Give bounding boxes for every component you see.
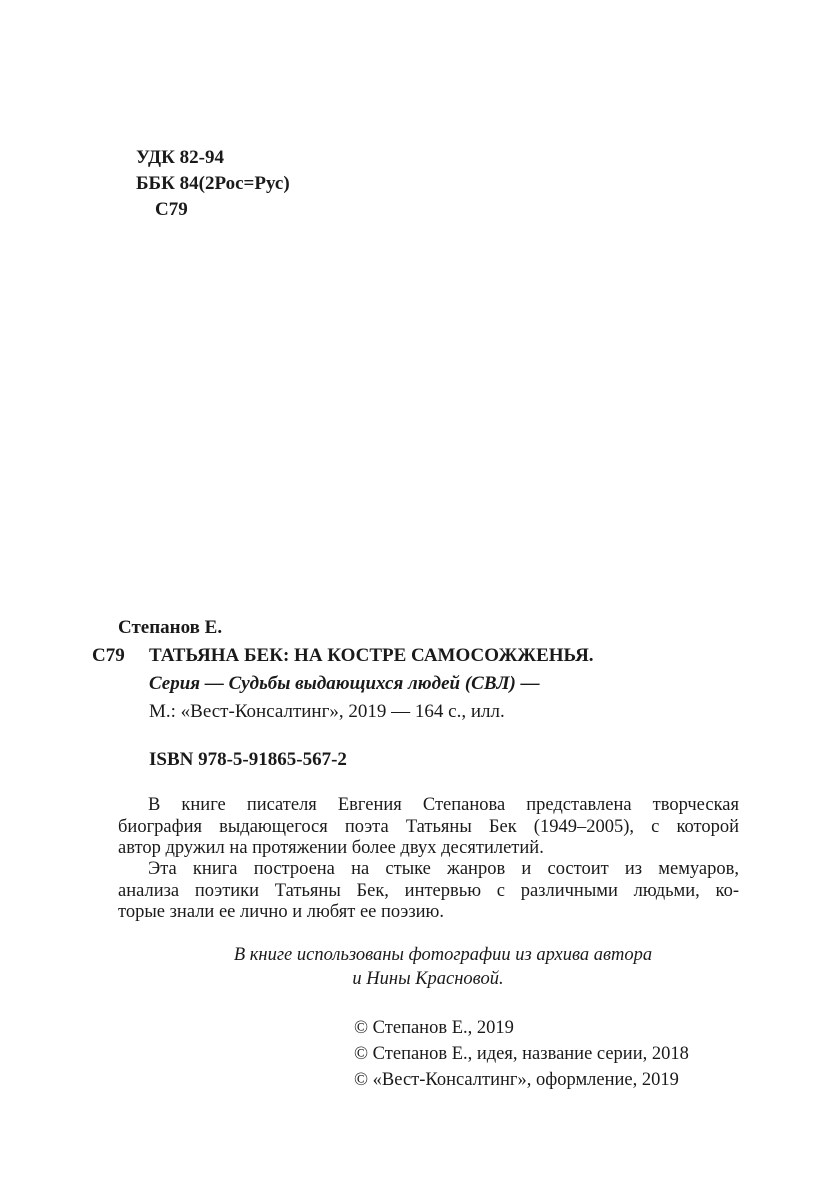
author-sign: С79	[92, 645, 125, 666]
abstract-line: анализа поэтики Татьяны Бек, интервью с различными людьми, ко-	[118, 880, 739, 901]
author-name: Степанов Е.	[118, 617, 223, 638]
copyright-line: © «Вест-Консалтинг», оформление, 2019	[354, 1070, 679, 1090]
book-title: ТАТЬЯНА БЕК: НА КОСТРЕ САМОСОЖЖЕНЬЯ.	[149, 645, 594, 666]
abstract-line: торые знали ее лично и любят ее поэзию.	[118, 902, 444, 922]
abstract-line: автор дружил на протяжении более двух десятилетий.	[118, 838, 544, 858]
isbn: ISBN 978-5-91865-567-2	[149, 749, 347, 770]
abstract-paragraph-2	[118, 859, 739, 924]
copyright-line: © Степанов Е., идея, название серии, 2018	[354, 1044, 689, 1064]
abstract-line: Эта книга построена на стыке жанров и состоит из мемуаров,	[148, 859, 739, 879]
photo-credit-line-1: В книге использованы фотографии из архива автора	[233, 945, 653, 965]
udk-code: УДК 82-94	[136, 147, 224, 168]
bbk-code: ББК 84(2Рос=Рус)	[136, 173, 290, 194]
imprint-line: М.: «Вест-Консалтинг», 2019 — 164 с., илл.	[149, 701, 505, 722]
abstract-paragraph-1	[118, 795, 739, 860]
series-line: Серия — Судьбы выдающихся людей (СВЛ) —	[149, 673, 540, 694]
copyright-line: © Степанов Е., 2019	[354, 1018, 514, 1038]
abstract-line: В книге писателя Евгения Степанова представлена творческая	[148, 795, 739, 815]
photo-credit-line-2: и Нины Красновой.	[352, 969, 504, 989]
author-sign-code: С79	[155, 199, 188, 220]
abstract-line: биография выдающегося поэта Татьяны Бек (1949–2005), с которой	[118, 816, 739, 837]
